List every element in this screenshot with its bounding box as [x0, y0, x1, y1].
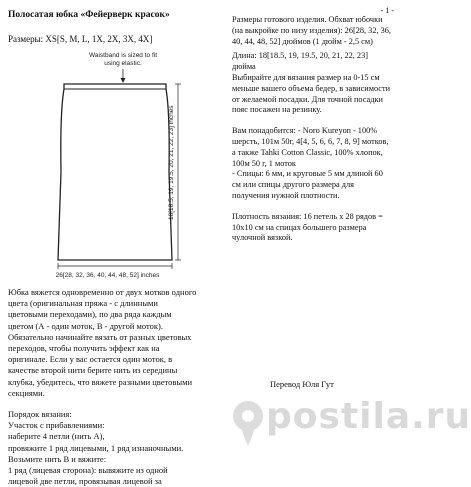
order-line: Возьмите нить В и вяжите: — [8, 453, 107, 464]
order-line: провяжите 1 ряд лицевыми, 1 ряд изнаночными. — [8, 442, 184, 453]
order-heading: Порядок вязания: — [8, 409, 72, 420]
left-column — [8, 287, 198, 487]
knitting-order — [8, 409, 198, 487]
waistband-note-line-2: using elastic. — [104, 60, 142, 67]
pin-logo-icon — [228, 398, 268, 448]
materials-text: Вам понадобится: - Noro Kureyon - 100% шерсть, 101м 50г, 4[4, 5, 6, 6, 7, 8, 9] мотков, а также Tahki Cotton Classic, 100% хлопок, 100м 50 г, 1 моток — [232, 126, 389, 168]
skirt-schematic — [20, 52, 195, 284]
right-column — [232, 15, 392, 254]
page-title: Полосатая юбка «Фейерверк красок» — [8, 10, 170, 20]
sizes-line: Размеры: XS[S, M, L, 1X, 2X, 3X, 4X] — [8, 34, 153, 44]
postila-watermark — [222, 394, 471, 458]
finished-measurements: Размеры готового изделия. Обхват юбочки (на выкройке по низу изделия): 26[28, 32, 36, 40, 44, 48, 52] дюймов (1 дюйм - 2,5 см) — [232, 15, 392, 46]
yarn-instructions: Юбка вяжется одновременно от двух мотков одного цвета (оригинальная пряжа - с длинными цветовыми переходами), по два ряда каждым цветом (А - один моток, В - другой моток). Обязательно начинайте вязать от разных цветовых переходов, чтобы получить эффект как на оригинале. Если у вас остается один моток, в качестве второй нити берите нить из середины клубка, убедитесь, что вяжете разными цветовыми секциями. — [8, 287, 197, 398]
length-text: Длина: 18[18.5, 19, 19.5, 20, 21, 22, 23] дюйма — [232, 51, 368, 72]
order-line: 1 ряд (лицевая сторона): вывяжите из одной лицевой две петли, провязывая лицевой за — [8, 465, 168, 487]
gauge-text: Плотность вязания: 16 петель х 28 рядов = 10х10 см на спицах большего размера чулочной вязкой. — [232, 211, 383, 243]
waistband-note-line-1: Waistband is sized to fit — [88, 52, 158, 59]
order-line: Участок с прибавлениями: — [8, 420, 105, 431]
size-choice-text: Выбирайте для вязания размер на 0-15 см меньше вашего объема бедер, в зависимости от желаемой посадки. Для точной посадки пояс посажен на резинку. — [232, 72, 391, 115]
length-dimension-label: 18[18.5, 19, 19.5, 20, 21, 22, 23] inches — [168, 105, 175, 220]
order-line: наберите 4 петли (нить А), — [8, 431, 105, 442]
page-number: - 1 - — [380, 6, 394, 15]
waistband-note — [68, 52, 178, 68]
width-dimension-label: 26[28, 32, 36, 40, 44, 48, 52] inches — [55, 272, 160, 279]
translator-credit: Перевод Юля Гут — [270, 379, 334, 389]
watermark-text: postila.ru — [266, 396, 471, 437]
needles-text: - Спицы: 6 мм, и круговые 5 мм длиной 60 см или спицы другого размера для получения нужной плотности. — [232, 169, 383, 200]
